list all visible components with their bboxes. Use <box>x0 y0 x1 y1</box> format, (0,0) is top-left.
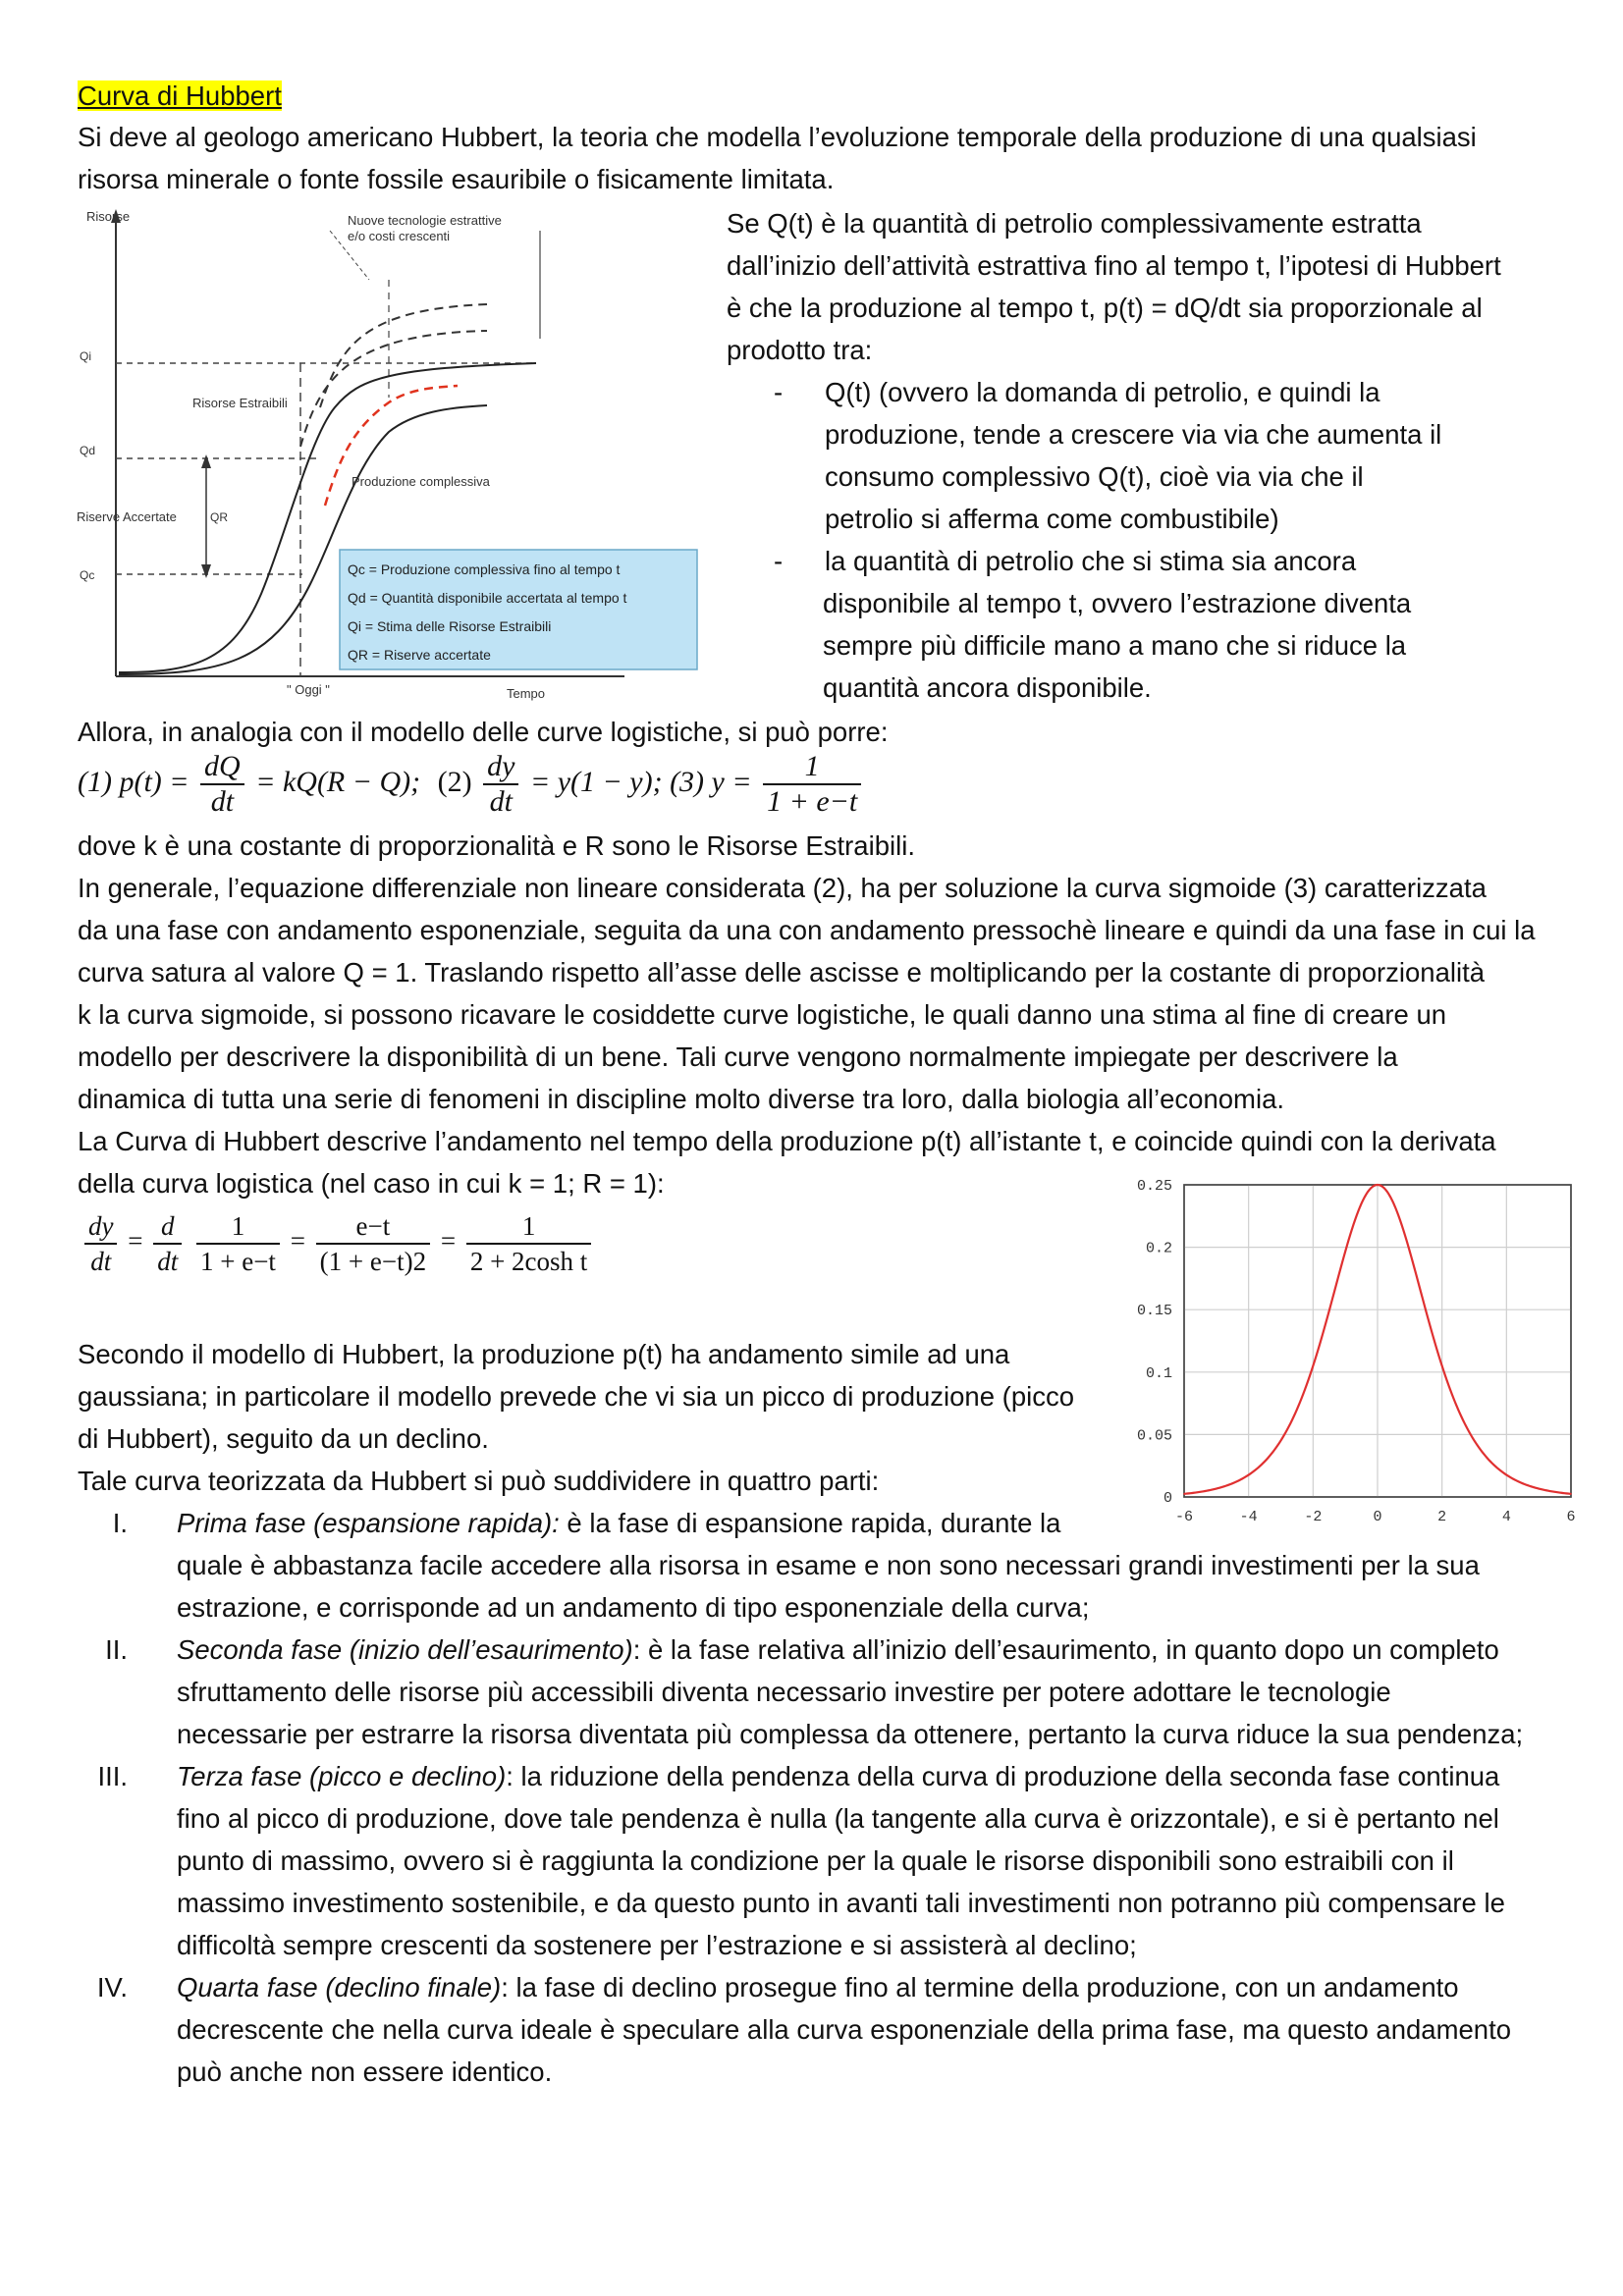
list-item-line: necessarie per estrarre la risorsa diventata più complessa da ottenere, pertanto la curva riduce la sua pendenza; <box>177 1719 1524 1749</box>
data-point <box>1216 1488 1217 1490</box>
risorse-estraibili-label: Risorse Estraibili <box>192 396 288 410</box>
bullet-line: petrolio si afferma come combustibile) <box>825 504 1279 534</box>
today-label: " Oggi " <box>287 682 330 697</box>
x-axis-label: Tempo <box>507 686 546 701</box>
bullet-dash: - <box>774 546 784 576</box>
data-point <box>1344 1251 1346 1253</box>
qi-label: Qi <box>80 349 91 363</box>
bullet-line: Q(t) (ovvero la domanda di petrolio, e quindi la <box>825 377 1380 407</box>
bullet-line: disponibile al tempo t, ovvero l’estrazione diventa <box>823 588 1412 618</box>
data-point <box>1296 1409 1298 1411</box>
data-point <box>1328 1310 1330 1312</box>
list-item-line <box>177 1629 1499 1671</box>
list-item-heading: Seconda fase (inizio dell’esaurimento) <box>177 1634 633 1665</box>
intro-line: Si deve al geologo americano Hubbert, la teoria che modella l’evoluzione temporale della produzione di una qualsiasi <box>78 122 1477 152</box>
x-tick-label: -6 <box>1174 1509 1194 1525</box>
y-tick-label: 0.15 <box>1136 1303 1172 1320</box>
body-line: da una fase con andamento esponenziale, seguita da una con andamento pressochè lineare e quindi da una fase in cui la <box>78 915 1536 945</box>
data-point <box>1361 1202 1363 1204</box>
y-tick-label: 0 <box>1163 1490 1172 1507</box>
bullet-line: la quantità di petrolio che si stima sia ancora <box>825 546 1357 576</box>
data-point <box>1506 1474 1508 1476</box>
bullet-line: sempre più difficile mano a mano che si riduce la <box>823 630 1407 661</box>
bullet-line: quantità ancora disponibile. <box>823 672 1152 703</box>
produzione-complessiva-label: Produzione complessiva <box>352 474 490 489</box>
data-point <box>1474 1440 1476 1442</box>
data-point <box>1409 1251 1411 1253</box>
data-point <box>1313 1365 1315 1367</box>
legend-item: QR = Riserve accertate <box>348 647 491 663</box>
list-item-line: decrescente che nella curva ideale è speculare alla curva esponenziale della prima fase, ma questo andamento <box>177 2014 1512 2045</box>
list-item-line <box>177 1755 1499 1797</box>
list-item-text: : la fase di declino prosegue fino al termine della produzione, con un andamento <box>501 1972 1459 2002</box>
data-point <box>1538 1488 1540 1490</box>
bullet-line: consumo complessivo Q(t), cioè via via che il <box>825 461 1364 492</box>
intro-line: risorsa minerale o fonte fossile esauribile o fisicamente limitata. <box>78 164 835 194</box>
data-point <box>1570 1493 1572 1495</box>
list-item-line: estrazione, e corrisponde ad un andamento di tipo esponenziale della curva; <box>177 1592 1090 1623</box>
right-text-line: è che la produzione al tempo t, p(t) = dQ/dt sia proporzionale al <box>727 293 1483 323</box>
data-point <box>1377 1184 1379 1186</box>
right-text-line: Se Q(t) è la quantità di petrolio complessivamente estratta <box>727 208 1422 239</box>
y-tick-label: 0.05 <box>1136 1427 1172 1445</box>
body-line: Tale curva teorizzata da Hubbert si può suddividere in quattro parti: <box>78 1466 880 1496</box>
body-line: k la curva sigmoide, si possono ricavare le cosiddette curve logistiche, le quali danno una stima al fine di creare un <box>78 999 1447 1030</box>
body-line: della curva logistica (nel caso in cui k = 1; R = 1): <box>78 1168 665 1199</box>
new-tech-label-2: e/o costi crescenti <box>348 229 451 243</box>
riserve-accertate-label: Riserve Accertate <box>77 509 177 524</box>
list-numeral: II. <box>105 1634 128 1665</box>
page-title: Curva di Hubbert <box>78 80 282 111</box>
qr-label: QR <box>210 510 228 524</box>
body-line: La Curva di Hubbert descrive l’andamento nel tempo della produzione p(t) all’istante t, e coincide quindi con la derivata <box>78 1126 1496 1156</box>
list-item-line: difficoltà sempre crescenti da sostenere per l’estrazione e si assisterà al declino; <box>177 1930 1137 1960</box>
list-numeral: I. <box>112 1508 128 1538</box>
hubbert-curve-chart <box>1119 1173 1591 1531</box>
new-tech-label: Nuove tecnologie estrattive <box>348 213 502 228</box>
data-point <box>1425 1310 1427 1312</box>
right-text-line: dall’inizio dell’attività estrattiva fino al tempo t, l’ipotesi di Hubbert <box>727 250 1501 281</box>
body-line: In generale, l’equazione differenziale non lineare considerata (2), ha per soluzione la curva sigmoide (3) caratterizzata <box>78 873 1487 903</box>
x-tick-label: 6 <box>1566 1509 1576 1525</box>
list-item-line <box>177 1502 1060 1544</box>
x-tick-label: 4 <box>1501 1509 1511 1525</box>
body-line: di Hubbert), seguito da un declino. <box>78 1423 489 1454</box>
dove-line: dove k è una costante di proporzionalità e R sono le Risorse Estraibili. <box>78 830 915 861</box>
y-tick-label: 0.1 <box>1145 1364 1172 1382</box>
body-line: curva satura al valore Q = 1. Traslando rispetto all’asse delle ascisse e moltiplicando per la costante di proporzionalità <box>78 957 1486 988</box>
data-point <box>1280 1440 1282 1442</box>
list-item-text: è la fase di espansione rapida, durante la <box>559 1508 1061 1538</box>
allora-line: Allora, in analogia con il modello delle curve logistiche, si può porre: <box>78 717 889 747</box>
y-axis-label: Risorse <box>86 209 131 224</box>
bullet-line: produzione, tende a crescere via via che aumenta il <box>825 419 1442 450</box>
derivative-equation: $\frac{dy}{dt}$ = $\frac{d}{dt}$ $\frac{1}{1 + e-t}$ = $\frac{e-t}{(1 + e-t)2}$ = $\frac{1}{\text{2 + 2cosh t}}$ <box>81 1209 595 1278</box>
qc-label: Qc <box>80 568 95 582</box>
x-tick-label: 2 <box>1437 1509 1447 1525</box>
body-line: Secondo il modello di Hubbert, la produzione p(t) ha andamento simile ad una <box>78 1339 1010 1369</box>
list-numeral: III. <box>97 1761 128 1791</box>
data-point <box>1441 1365 1443 1367</box>
body-line: dinamica di tutta una serie di fenomeni in discipline molto diverse tra loro, dalla biologia all’economia. <box>78 1084 1285 1114</box>
data-point <box>1183 1493 1185 1495</box>
data-point <box>1248 1474 1250 1476</box>
qd-label: Qd <box>80 444 96 457</box>
list-item-line: può anche non essere identico. <box>177 2056 553 2087</box>
legend-item: Qc = Produzione complessiva fino al tempo t <box>348 561 621 577</box>
right-text-line: prodotto tra: <box>727 335 873 365</box>
list-item-line: fino al picco di produzione, dove tale pendenza è nulla (la tangente alla curva è orizzontale), e si è pertanto nel <box>177 1803 1499 1834</box>
list-item-line: massimo investimento sostenibile, e da questo punto in avanti tali investimenti non potranno più compensare le <box>177 1888 1505 1918</box>
x-tick-label: -4 <box>1239 1509 1258 1525</box>
legend-item: Qd = Quantità disponibile accertata al tempo t <box>348 590 627 606</box>
body-line: modello per descrivere la disponibilità di un bene. Tali curve vengono normalmente impiegate per descrivere la <box>78 1041 1398 1072</box>
data-point <box>1457 1409 1459 1411</box>
y-tick-label: 0.2 <box>1145 1240 1172 1257</box>
list-item-heading: Terza fase (picco e declino) <box>177 1761 507 1791</box>
y-tick-label: 0.25 <box>1136 1178 1172 1195</box>
list-item-line <box>177 1966 1459 2008</box>
data-point <box>1393 1202 1395 1204</box>
list-item-text: : è la fase relativa all’inizio dell’esaurimento, in quanto dopo un completo <box>632 1634 1499 1665</box>
hubbert-figure <box>75 201 703 702</box>
list-item-line: punto di massimo, ovvero si è raggiunta la condizione per la quale le risorse disponibili sono estraibili con il <box>177 1845 1454 1876</box>
list-item-heading: Prima fase (espansione rapida): <box>177 1508 560 1538</box>
list-item-heading: Quarta fase (declino finale) <box>177 1972 502 2002</box>
legend-item: Qi = Stima delle Risorse Estraibili <box>348 618 552 634</box>
list-item-line: quale è abbastanza facile accedere alla risorsa in esame e non sono necessari grandi investimenti per la sua <box>177 1550 1480 1580</box>
x-tick-label: -2 <box>1304 1509 1323 1525</box>
bullet-dash: - <box>774 377 784 407</box>
list-item-line: sfruttamento delle risorse più accessibili diventa necessario investire per potere adottare le tecnologie <box>177 1677 1391 1707</box>
equations-row: (1) p(t) = $\frac{dQ}{dt}$ = kQ(R − Q); (2) $\frac{dy}{dt}$ = y(1 − y); (3) y = $\frac{1}{1 + e-t}$ <box>78 750 865 819</box>
body-line: gaussiana; in particolare il modello prevede che vi sia un picco di produzione (picco <box>78 1381 1075 1412</box>
x-tick-label: 0 <box>1373 1509 1382 1525</box>
list-item-text: : la riduzione della pendenza della curva di produzione della seconda fase continua <box>506 1761 1500 1791</box>
list-numeral: IV. <box>96 1972 128 2002</box>
